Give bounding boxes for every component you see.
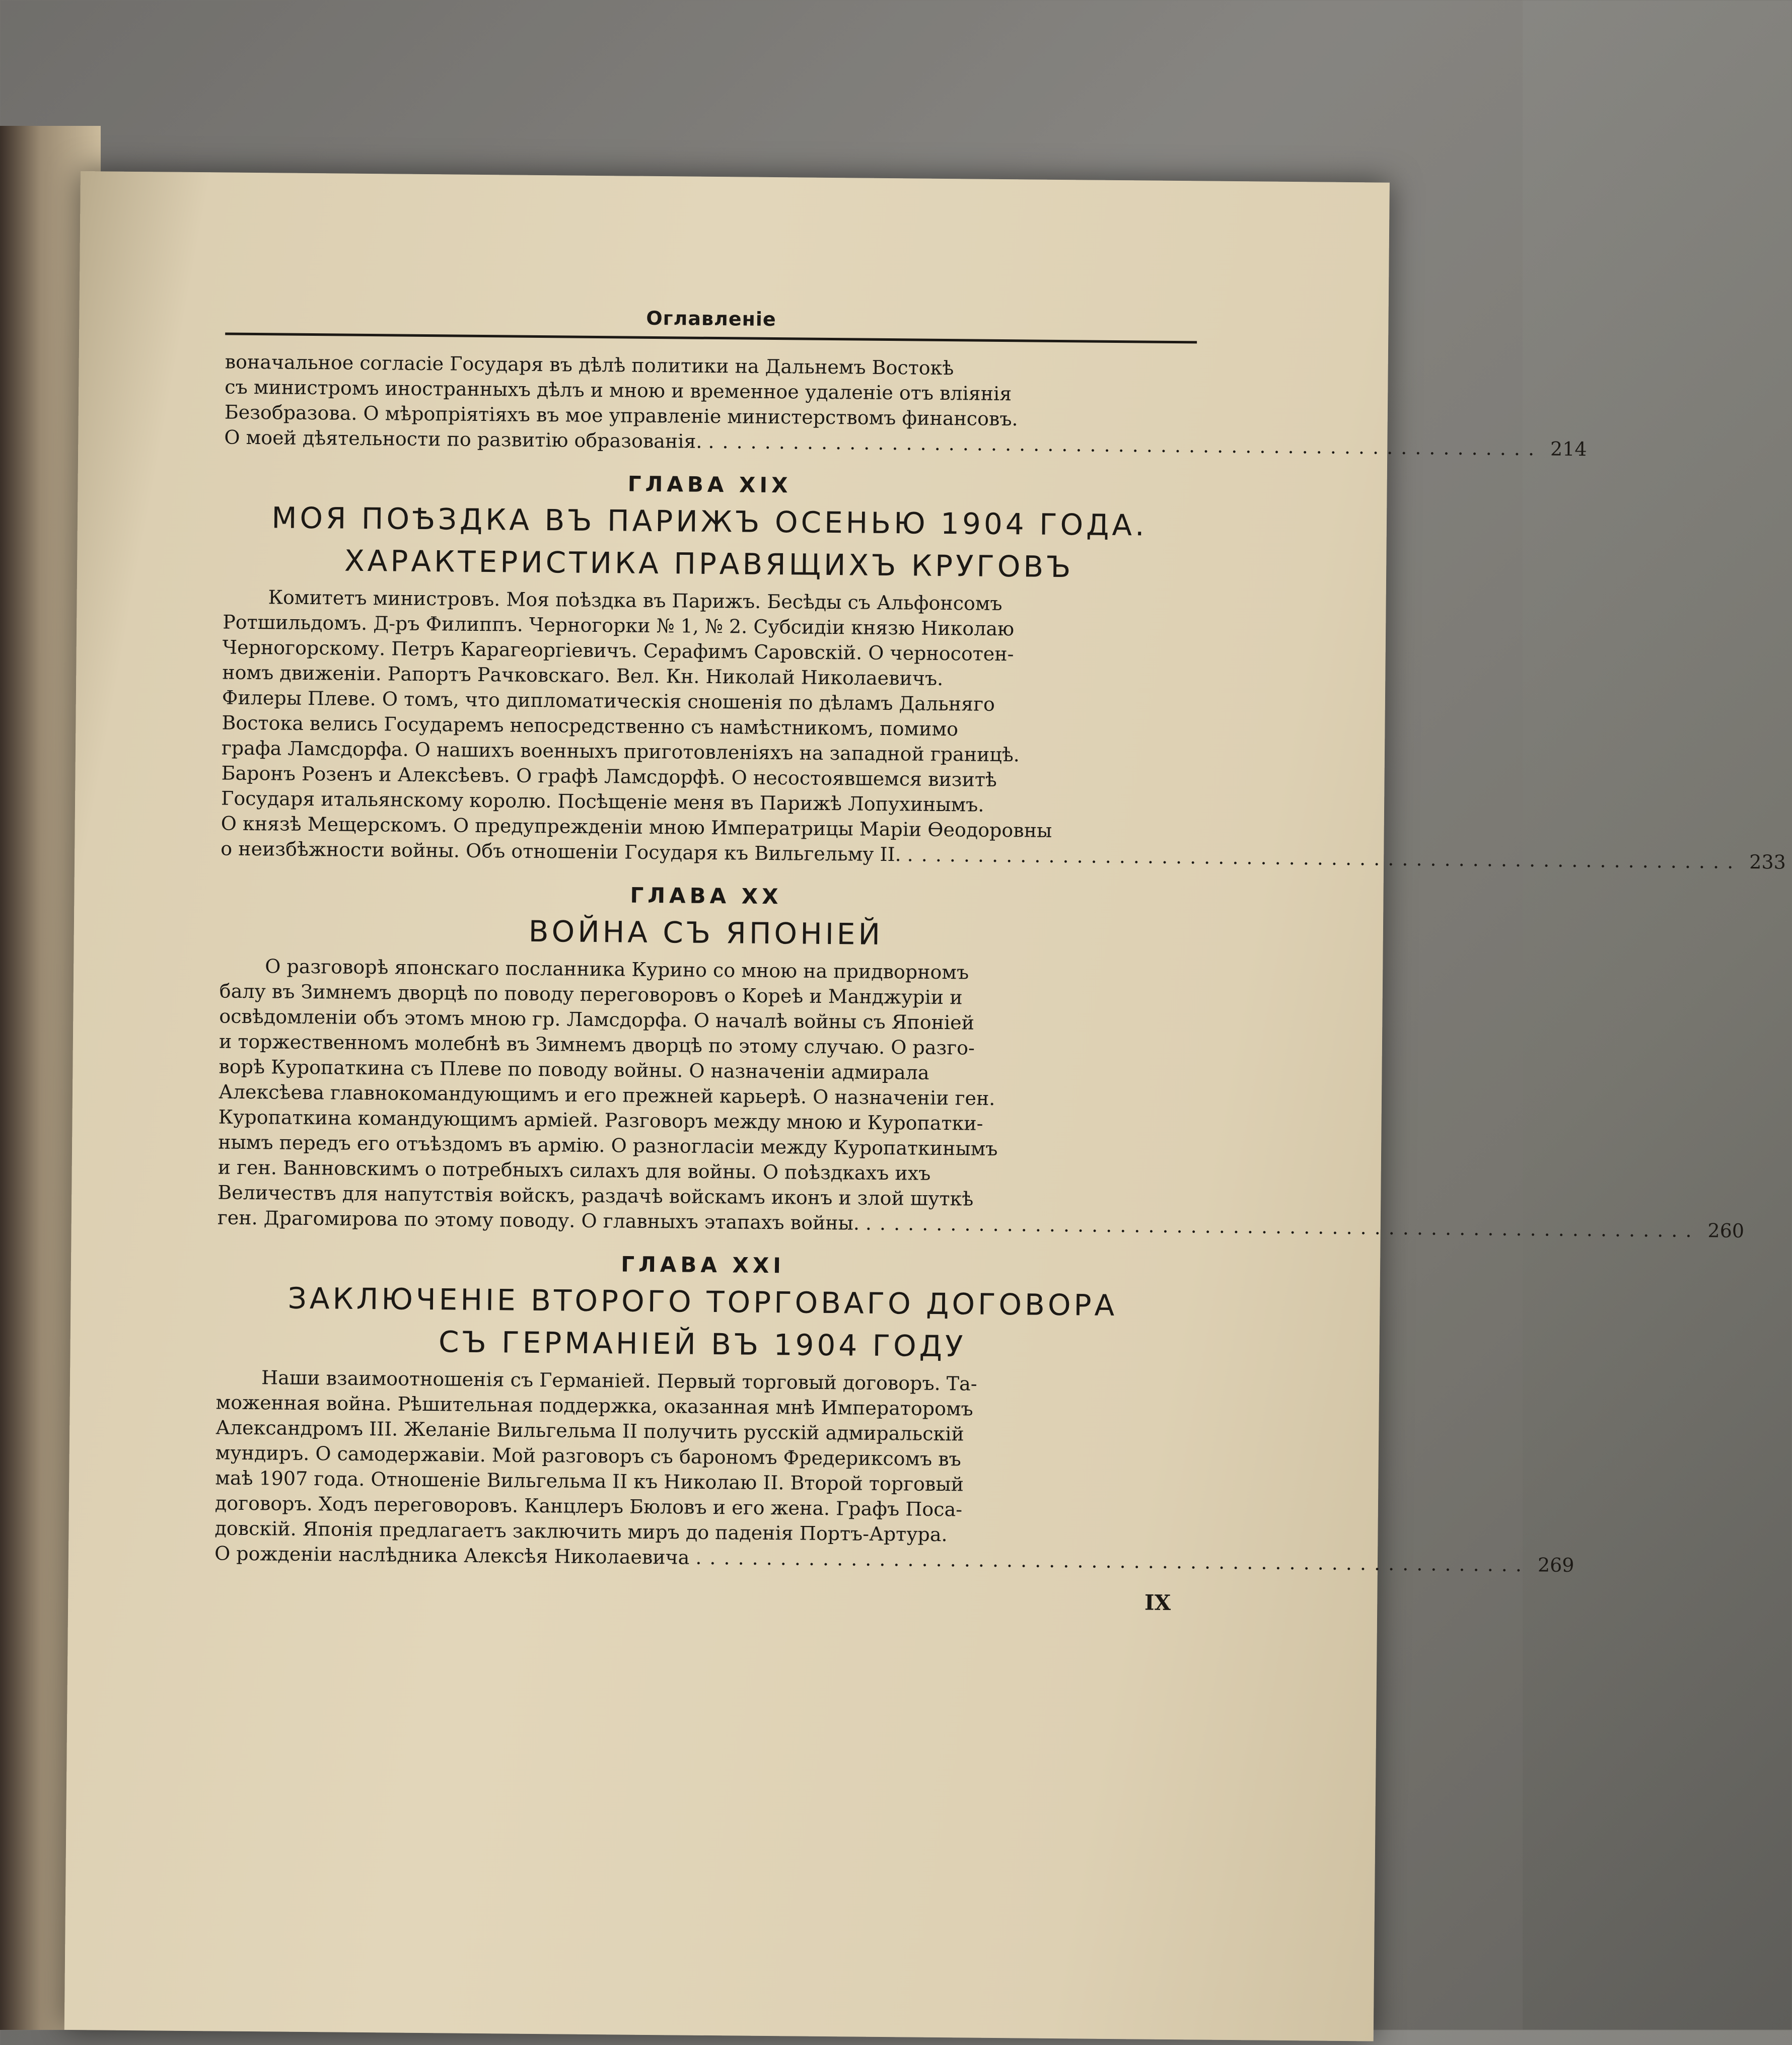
page-number: 233 <box>1749 850 1786 873</box>
entry-line: нымъ передъ его отъѣздомъ въ армію. О разногласіи между Куропаткинымъ <box>218 1131 998 1160</box>
entry-line: мундиръ. О самодержавіи. Мой разговоръ съ барономъ Фредериксомъ въ <box>215 1441 962 1471</box>
header-rule <box>225 333 1197 344</box>
chapter-label: ГЛАВА XXI <box>621 1252 785 1278</box>
entry-line: маѣ 1907 года. Отношеніе Вильгельма II къ Николаю II. Второй торговый <box>215 1467 964 1496</box>
page-number: 214 <box>1550 437 1587 461</box>
entry-line: балу въ Зимнемъ дворцѣ по поводу переговоровъ о Кореѣ и Манджуріи и <box>219 980 963 1009</box>
entry-line: Черногорскому. Петръ Карагеоргіевичъ. Серафимъ Саровскій. О черносотен- <box>222 636 1014 666</box>
entry-line: освѣдомленіи объ этомъ мною гр. Ламсдорфа. О началѣ войны съ Японіей <box>219 1005 975 1034</box>
entry-line: Филеры Плеве. О томъ, что дипломатическія сношенія по дѣламъ Дальняго <box>222 686 995 715</box>
entry-line: Куропаткина командующимъ арміей. Разговоръ между мною и Куропатки- <box>218 1106 983 1135</box>
entry-line: Александромъ III. Желаніе Вильгельма II получить русскій адмиральскій <box>216 1416 964 1445</box>
entry-line: Государя итальянскому королю. Посѣщеніе меня въ Парижѣ Лопухинымъ. <box>221 787 984 816</box>
chapter-xx <box>217 879 1745 1242</box>
entry-line: моженная война. Рѣшительная поддержка, оказанная мнѣ Императоромъ <box>216 1391 973 1420</box>
entry-line: О князѣ Мещерскомъ. О предупрежденіи мною Императрицы Маріи Ѳеодоровны <box>221 812 1052 842</box>
entry-line: договоръ. Ходъ переговоровъ. Канцлеръ Бюловъ и его жена. Графъ Поса- <box>214 1492 963 1521</box>
dot-leader: ........................................................... <box>865 1212 1700 1242</box>
toc-entry-continuation <box>224 349 1587 461</box>
dot-leader: ........................................................... <box>907 843 1742 873</box>
page-number: 260 <box>1707 1219 1745 1242</box>
entry-line: довскій. Японія предлагаетъ заключить миръ до паденія Портъ-Артура. <box>214 1517 948 1546</box>
chapter-title-line: ЗАКЛЮЧЕНІЕ ВТОРОГО ТОРГОВАГО ДОГОВОРА <box>288 1281 1118 1323</box>
entry-line: Баронъ Розенъ и Алексѣевъ. О графѣ Ламсдорфѣ. О несостоявшемся визитѣ <box>221 762 997 791</box>
entry-line: Безобразова. О мѣропріятіяхъ въ мое управленіе министерствомъ финансовъ. <box>224 401 1018 430</box>
book-page <box>64 171 1786 2041</box>
entry-line: и ген. Ванновскимъ о потребныхъ силахъ для войны. О поѣздкахъ ихъ <box>218 1156 931 1185</box>
entry-line: Величествъ для напутствія войскъ, раздачѣ войскамъ иконъ и злой шуткѣ <box>218 1181 974 1210</box>
entry-line: номъ движеніи. Рапортъ Рачковскаго. Вел. Кн. Николай Николаевичъ. <box>222 661 944 690</box>
chapter-xxi <box>214 1248 1574 1576</box>
chapter-xix <box>221 468 1786 873</box>
chapter-title-line: МОЯ ПОѢЗДКА ВЪ ПАРИЖЪ ОСЕНЬЮ 1904 ГОДА. <box>271 500 1148 543</box>
chapter-label: ГЛАВА XIX <box>627 471 792 498</box>
page-number: 269 <box>1537 1554 1574 1576</box>
toc-content <box>214 304 1786 1616</box>
entry-line: Ротшильдомъ. Д-ръ Филиппъ. Черногорки № 1, № 2. Субсидіи князю Николаю <box>223 611 1015 640</box>
entry-line: Наши взаимоотношенія съ Германіей. Первый торговый договоръ. Та- <box>261 1366 977 1395</box>
entry-line: Алексѣева главнокомандующимъ и его прежней карьерѣ. О назначеніи ген. <box>218 1080 995 1110</box>
entry-line: О рожденіи наслѣдника Алексѣя Николаевича <box>214 1542 690 1569</box>
chapter-label: ГЛАВА XX <box>630 883 782 909</box>
entry-line: О разговорѣ японскаго посланника Курино со мною на придворномъ <box>265 955 969 984</box>
entry-line: о неизбѣжности войны. Объ отношеніи Государя къ Вильгельму II. <box>221 837 901 866</box>
folio-page-number: IX <box>1144 1590 1171 1616</box>
entry-line: ворѣ Куропаткина съ Плеве по поводу войны. О назначеніи адмирала <box>219 1055 929 1084</box>
entry-line: воначальное согласіе Государя въ дѣлѣ политики на Дальнемъ Востокѣ <box>225 350 954 380</box>
chapter-title-line: СЪ ГЕРМАНІЕЙ ВЪ 1904 ГОДУ <box>438 1325 966 1364</box>
entry-line: съ министромъ иностранныхъ дѣлъ и мною и временное удаленіе отъ вліянія <box>225 376 1012 405</box>
entry-line: О моей дѣятельности по развитію образованія. <box>224 426 702 453</box>
dot-leader: ........................................................... <box>708 430 1543 460</box>
entry-line: ген. Драгомирова по этому поводу. О главныхъ этапахъ войны. <box>217 1206 860 1234</box>
dot-leader: ........................................................... <box>695 1546 1530 1576</box>
chapter-title-line: ВОЙНА СЪ ЯПОНІЕЙ <box>528 914 884 952</box>
running-head: Оглавленіе <box>646 307 776 331</box>
entry-line: графа Ламсдорфа. О нашихъ военныхъ приготовленіяхъ на западной границѣ. <box>221 737 1020 766</box>
entry-line: и торжественномъ молебнѣ въ Зимнемъ дворцѣ по этому случаю. О разго- <box>219 1030 975 1059</box>
chapter-title-line: ХАРАКТЕРИСТИКА ПРАВЯЩИХЪ КРУГОВЪ <box>344 543 1074 585</box>
entry-line: Комитетъ министровъ. Моя поѣздка въ Парижъ. Бесѣды съ Альфонсомъ <box>268 586 1002 615</box>
entry-line: Востока велись Государемъ непосредственно съ намѣстникомъ, помимо <box>222 711 959 741</box>
